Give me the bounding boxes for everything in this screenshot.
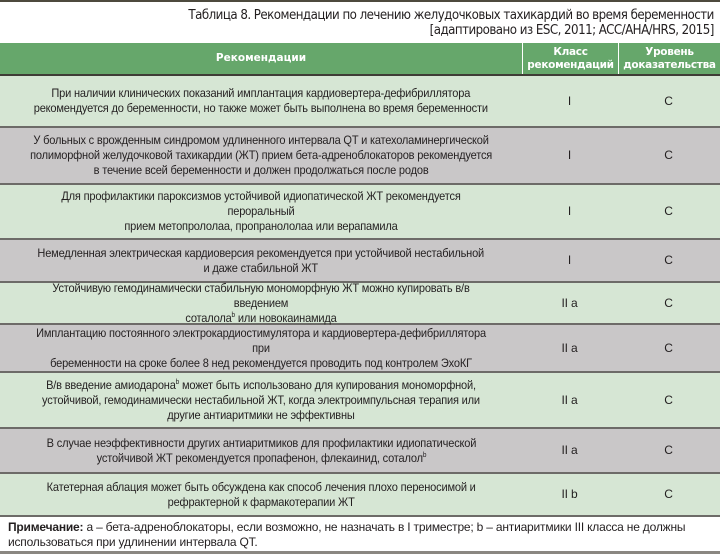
table-row [0,474,720,517]
recommendation-text: рефрактерной к фармакотерапии ЖТ [167,494,355,509]
recommendation-text: рекомендуется до беременности, но также может быть выполнена во время беременности [33,101,489,115]
footnote-marker: b [175,378,180,386]
recommendation-text: беременности на сроке более 8 нед рекомендуется проводить под контролем ЭхоКГ [50,355,472,370]
recommendation-text: В случае неэффективности других антиаритмиков для профилактики идиопатической [46,435,476,450]
header-level-line2: доказательства [623,58,716,71]
recommendation-text: в течение всей беременности и должен продолжаться после родов [93,163,429,177]
note-text-line1: a – бета-адреноблокаторы, если возможно, не назначать в I триместре; b – антиаритмики III класса не должны [83,520,686,534]
recommendation-text: может быть использовано для купирования мономорфной, [179,377,476,392]
table-row [0,185,720,240]
recommendation-text: Имплантацию постоянного электрокардиостимулятора и кардиовертера-дефибриллятора при [36,325,486,355]
recommendation-cell [0,480,522,510]
recommendation-cell [0,86,522,116]
level-cell: C [664,295,673,310]
recommendation-text: полиморфной желудочковой тахикардии (ЖТ) прием бета-адреноблокаторов рекомендуется [29,148,492,162]
recommendation-cell [0,378,522,423]
recommendation-text: У больных с врожденным синдромом удлиненного интервала QT и катехоламинергической [33,133,489,147]
recommendation-text: Устойчивую гемодинамически стабильную мономорфную ЖТ можно купировать в/в введением [52,280,470,310]
header-class [523,43,619,74]
recommendation-cell [0,436,522,466]
class-cell: II a [561,443,578,457]
table-row [0,76,720,128]
level-cell: C [664,93,673,108]
recommendation-text: соталола [185,310,232,325]
recommendation-text: Для профилактики пароксизмов устойчивой идиопатической ЖТ рекомендуется пероральный [61,189,461,218]
recommendation-text: устойчивой ЖТ рекомендуется пропафенон, флекаинид, соталол [96,450,423,465]
header-class-line1: Класс [553,45,588,58]
class-cell: II b [561,487,578,501]
header-recommendations: Рекомендации [0,43,523,74]
table-row [0,373,720,429]
recommendation-cell [0,189,522,234]
header-level-line1: Уровень [645,45,694,58]
recommendation-text: устойчивой, гемодинамически нестабильной ЖТ, когда электроимпульсная терапия или [42,392,480,407]
note-text-line2: использоваться при удлинении интервала QT. [8,535,258,549]
table-title-source: [адаптировано из ESC, 2011; ACC/AHA/HRS, 2015] [429,23,714,38]
recommendation-text: Немедленная электрическая кардиоверсия рекомендуется при устойчивой нестабильной [37,245,485,260]
header-level [619,43,720,74]
class-cell: II a [561,392,578,407]
table-header-row [0,43,720,76]
recommendation-cell [0,133,522,178]
recommendation-text: прием метопрололаа, пропранололаа или верапамила [124,219,398,233]
table-row [0,325,720,373]
level-cell: C [664,487,673,501]
header-class-line2: рекомендаций [527,58,614,71]
recommendation-text: другие антиаритмики не эффективны [167,407,355,422]
recommendation-text: Катетерная аблация может быть обсуждена как способ лечения плохо переносимой и [46,479,476,494]
class-cell: II a [561,295,578,310]
table-row [0,128,720,185]
recommendation-text: При наличии клинических показаний имплантация кардиовертера-дефибриллятора [51,86,471,100]
table-row [0,429,720,474]
recommendation-text: и даже стабильной ЖТ [203,260,319,275]
level-cell: C [664,204,673,218]
level-cell: C [664,148,673,162]
note-label: Примечание: [8,520,84,534]
table-row [0,240,720,283]
level-cell: C [664,443,673,457]
class-cell: II a [561,340,578,355]
class-cell: I [567,148,572,162]
level-cell: C [664,340,673,355]
recommendation-text: или новокаинамида [234,310,337,325]
recommendation-cell [0,326,522,371]
recommendation-cell [0,246,522,276]
top-rule [0,0,720,2]
level-cell: C [664,392,673,407]
recommendations-table [0,43,720,517]
footnote-marker: b [422,451,426,459]
table-title [189,8,714,38]
class-cell: I [567,93,572,108]
level-cell: C [664,253,673,267]
footnote-marker: b [231,311,235,319]
table-row [0,280,720,325]
table-note [8,520,713,550]
class-cell: I [567,253,572,267]
recommendation-cell [0,281,522,326]
class-cell: I [567,204,572,218]
table-title-line1: Таблица 8. Рекомендации по лечению желудочковых тахикардий во время беременности [188,8,714,23]
recommendation-text: В/в введение амиодарона [46,377,176,392]
